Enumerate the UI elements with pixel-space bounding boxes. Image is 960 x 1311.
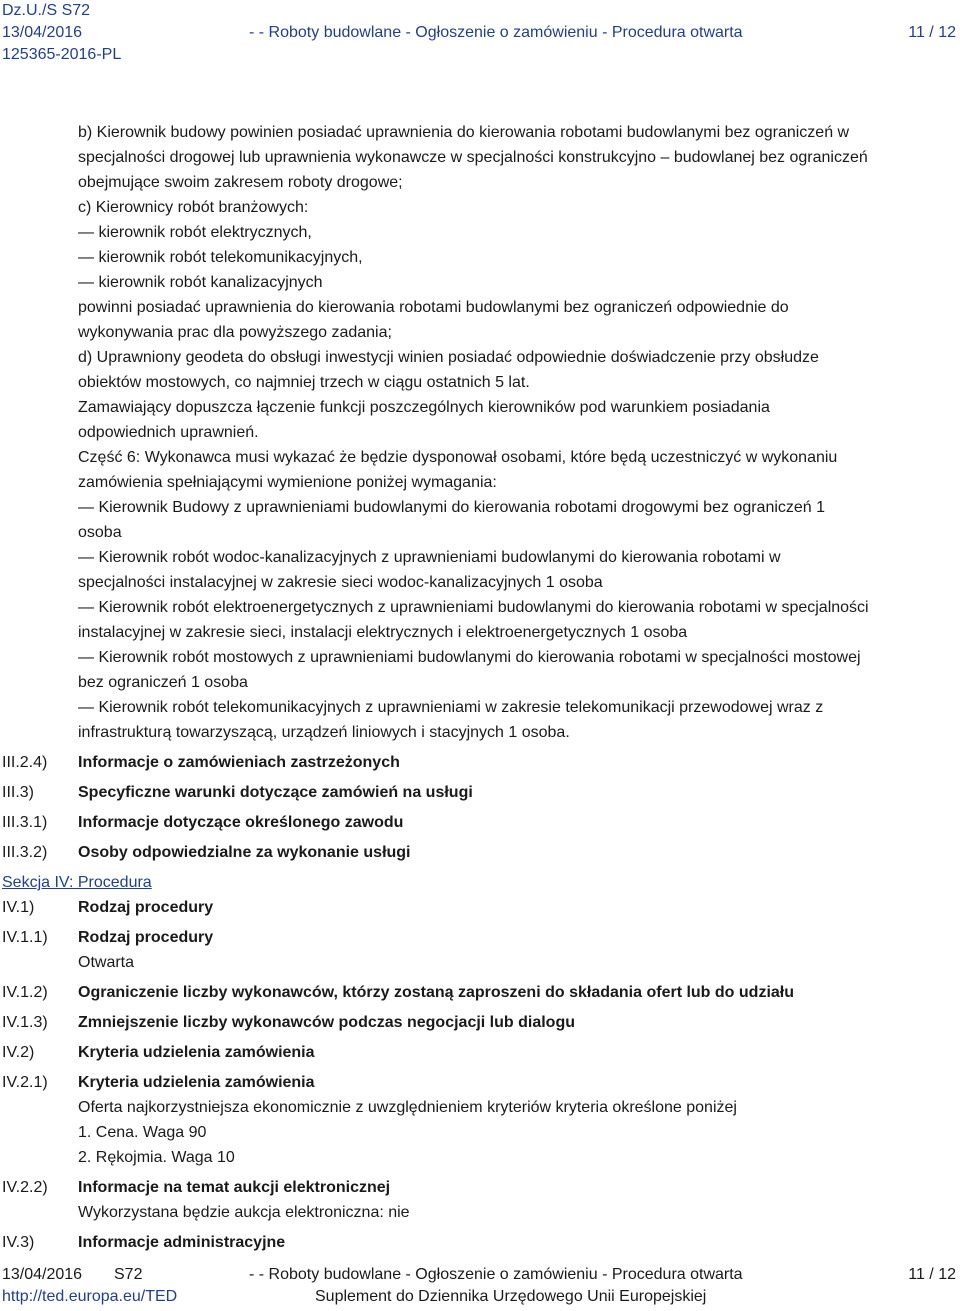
header-title: - - Roboty budowlane - Ogłoszenie o zamówieniu - Procedura otwarta <box>249 24 743 41</box>
journal-ref: Dz.U./S S72 <box>2 2 91 19</box>
section-title: Kryteria udzielenia zamówienia <box>78 1074 315 1091</box>
section-number: III.2.4) <box>2 754 48 771</box>
section-number: IV.2.2) <box>2 1179 48 1196</box>
section-title: Rodzaj procedury <box>78 929 214 946</box>
section-item <box>0 1070 958 1170</box>
section-item <box>0 780 958 805</box>
section-number: III.3) <box>2 784 35 801</box>
text-line: bez ograniczeń 1 osoba <box>78 674 248 691</box>
text-line: instalacyjnej w zakresie sieci, instalacji elektrycznych i elektroenergetycznych 1 osoba <box>78 624 688 641</box>
section-number: IV.1) <box>2 899 35 916</box>
text-line: wykonywania prac dla powyższego zadania; <box>78 324 392 341</box>
text-line: — Kierownik robót elektroenergetycznych z uprawnieniami budowlanymi do kierowania robotami w specjalności <box>78 599 869 616</box>
text-line: infrastrukturą towarzyszącą, urządzeń liniowych i stacyjnych 1 osoba. <box>78 724 570 741</box>
text-line: Zamawiający dopuszcza łączenie funkcji poszczególnych kierowników pod warunkiem posiadania <box>78 399 770 416</box>
section-body <box>78 1040 958 1065</box>
section-detail: 2. Rękojmia. Waga 10 <box>78 1149 235 1166</box>
footer-page: 11 / 12 <box>908 1266 956 1283</box>
section-number: IV.2) <box>2 1044 35 1061</box>
section-body <box>78 895 958 920</box>
text-line: specjalności drogowej lub uprawnienia wykonawcze w specjalności konstrukcyjno – budowlanej bez ograniczeń <box>78 149 868 166</box>
text-line: — Kierownik robót telekomunikacyjnych z uprawnieniami w zakresie telekomunikacji przewodowej wraz z <box>78 699 824 716</box>
text-line: specjalności instalacyjnej w zakresie sieci wodoc-kanalizacyjnych 1 osoba <box>78 574 603 591</box>
notice-content <box>0 120 958 1260</box>
section-title: Informacje na temat aukcji elektronicznej <box>78 1179 391 1196</box>
section-title: Informacje o zamówieniach zastrzeżonych <box>78 754 400 771</box>
text-line: — Kierownik robót wodoc-kanalizacyjnych z uprawnieniami budowlanymi do kierowania robotami w <box>78 549 781 566</box>
section-iii-list <box>0 750 958 865</box>
header-date: 13/04/2016 <box>2 24 83 41</box>
text-line: — kierownik robót kanalizacyjnych <box>78 274 323 291</box>
section-item <box>0 1175 958 1225</box>
section-iv-heading: Sekcja IV: Procedura <box>2 874 152 891</box>
section-title: Ograniczenie liczby wykonawców, którzy zostaną zaproszeni do składania ofert lub do udziału <box>78 984 794 1001</box>
text-line: c) Kierownicy robót branżowych: <box>78 199 309 216</box>
section-title: Kryteria udzielenia zamówienia <box>78 1044 315 1061</box>
text-line: obiektów mostowych, co najmniej trzech w ciągu ostatnich 5 lat. <box>78 374 530 391</box>
section-title: Osoby odpowiedzialne za wykonanie usługi <box>78 844 411 861</box>
section-title: Informacje administracyjne <box>78 1234 286 1251</box>
requirements-text <box>0 120 958 745</box>
section-detail: Oferta najkorzystniejsza ekonomicznie z uwzględnieniem kryteriów kryteria określone poniżej <box>78 1099 737 1116</box>
section-number: IV.1.1) <box>2 929 48 946</box>
section-item <box>0 840 958 865</box>
footer-title: - - Roboty budowlane - Ogłoszenie o zamówieniu - Procedura otwarta <box>249 1266 743 1283</box>
section-item <box>0 1230 958 1255</box>
section-item <box>0 1010 958 1035</box>
section-body <box>78 1175 958 1225</box>
text-line: b) Kierownik budowy powinien posiadać uprawnienia do kierowania robotami budowlanymi bez ograniczeń w <box>78 124 850 141</box>
section-title: Zmniejszenie liczby wykonawców podczas negocjacji lub dialogu <box>78 1014 575 1031</box>
section-body <box>78 1010 958 1035</box>
section-number: IV.1.2) <box>2 984 48 1001</box>
section-number: IV.3) <box>2 1234 35 1251</box>
text-line: d) Uprawniony geodeta do obsługi inwestycji winien posiadać odpowiednie doświadczenie przy obsłudze <box>78 349 819 366</box>
header-page: 11 / 12 <box>908 24 956 41</box>
section-title: Rodzaj procedury <box>78 899 214 916</box>
section-body <box>78 980 958 1005</box>
section-number: IV.1.3) <box>2 1014 48 1031</box>
page-footer <box>2 1264 958 1308</box>
section-item <box>0 750 958 775</box>
text-line: Część 6: Wykonawca musi wykazać że będzie dysponował osobami, które będą uczestniczyć w wykonaniu <box>78 449 838 466</box>
page-header <box>2 0 958 66</box>
text-line: — Kierownik Budowy z uprawnieniami budowlanymi do kierowania robotami drogowymi bez ograniczeń 1 <box>78 499 826 516</box>
footer-supplement: Suplement do Dziennika Urzędowego Unii Europejskiej <box>315 1288 707 1305</box>
text-line: — kierownik robót elektrycznych, <box>78 224 312 241</box>
section-detail: 1. Cena. Waga 90 <box>78 1124 207 1141</box>
text-line: powinni posiadać uprawnienia do kierowania robotami budowlanymi bez ograniczeń odpowiednie do <box>78 299 789 316</box>
section-number: III.3.2) <box>2 844 48 861</box>
text-line: — kierownik robót telekomunikacyjnych, <box>78 249 363 266</box>
section-title: Informacje dotyczące określonego zawodu <box>78 814 404 831</box>
section-body <box>78 925 958 975</box>
section-item <box>0 925 958 975</box>
section-item <box>0 810 958 835</box>
text-line: osoba <box>78 524 122 541</box>
section-item <box>0 895 958 920</box>
section-body <box>78 1070 958 1170</box>
ted-link[interactable]: http://ted.europa.eu/TED <box>2 1288 178 1305</box>
section-item <box>0 980 958 1005</box>
section-iv-list <box>0 895 958 1255</box>
footer-date: 13/04/2016 <box>2 1266 83 1283</box>
text-line: — Kierownik robót mostowych z uprawnieniami budowlanymi do kierowania robotami w specjalności mostowej <box>78 649 861 666</box>
notice-number: 125365-2016-PL <box>2 46 122 63</box>
section-body <box>78 1230 958 1255</box>
section-title: Specyficzne warunki dotyczące zamówień na usługi <box>78 784 473 801</box>
text-line: obejmujące swoim zakresem roboty drogowe; <box>78 174 403 191</box>
section-item <box>0 1040 958 1065</box>
text-line: zamówienia spełniającymi wymienione poniżej wymagania: <box>78 474 497 491</box>
text-line: odpowiednich uprawnień. <box>78 424 259 441</box>
section-detail: Otwarta <box>78 954 135 971</box>
section-detail: Wykorzystana będzie aukcja elektroniczna: nie <box>78 1204 410 1221</box>
section-number: IV.2.1) <box>2 1074 48 1091</box>
section-number: III.3.1) <box>2 814 48 831</box>
footer-s72: S72 <box>114 1266 143 1283</box>
